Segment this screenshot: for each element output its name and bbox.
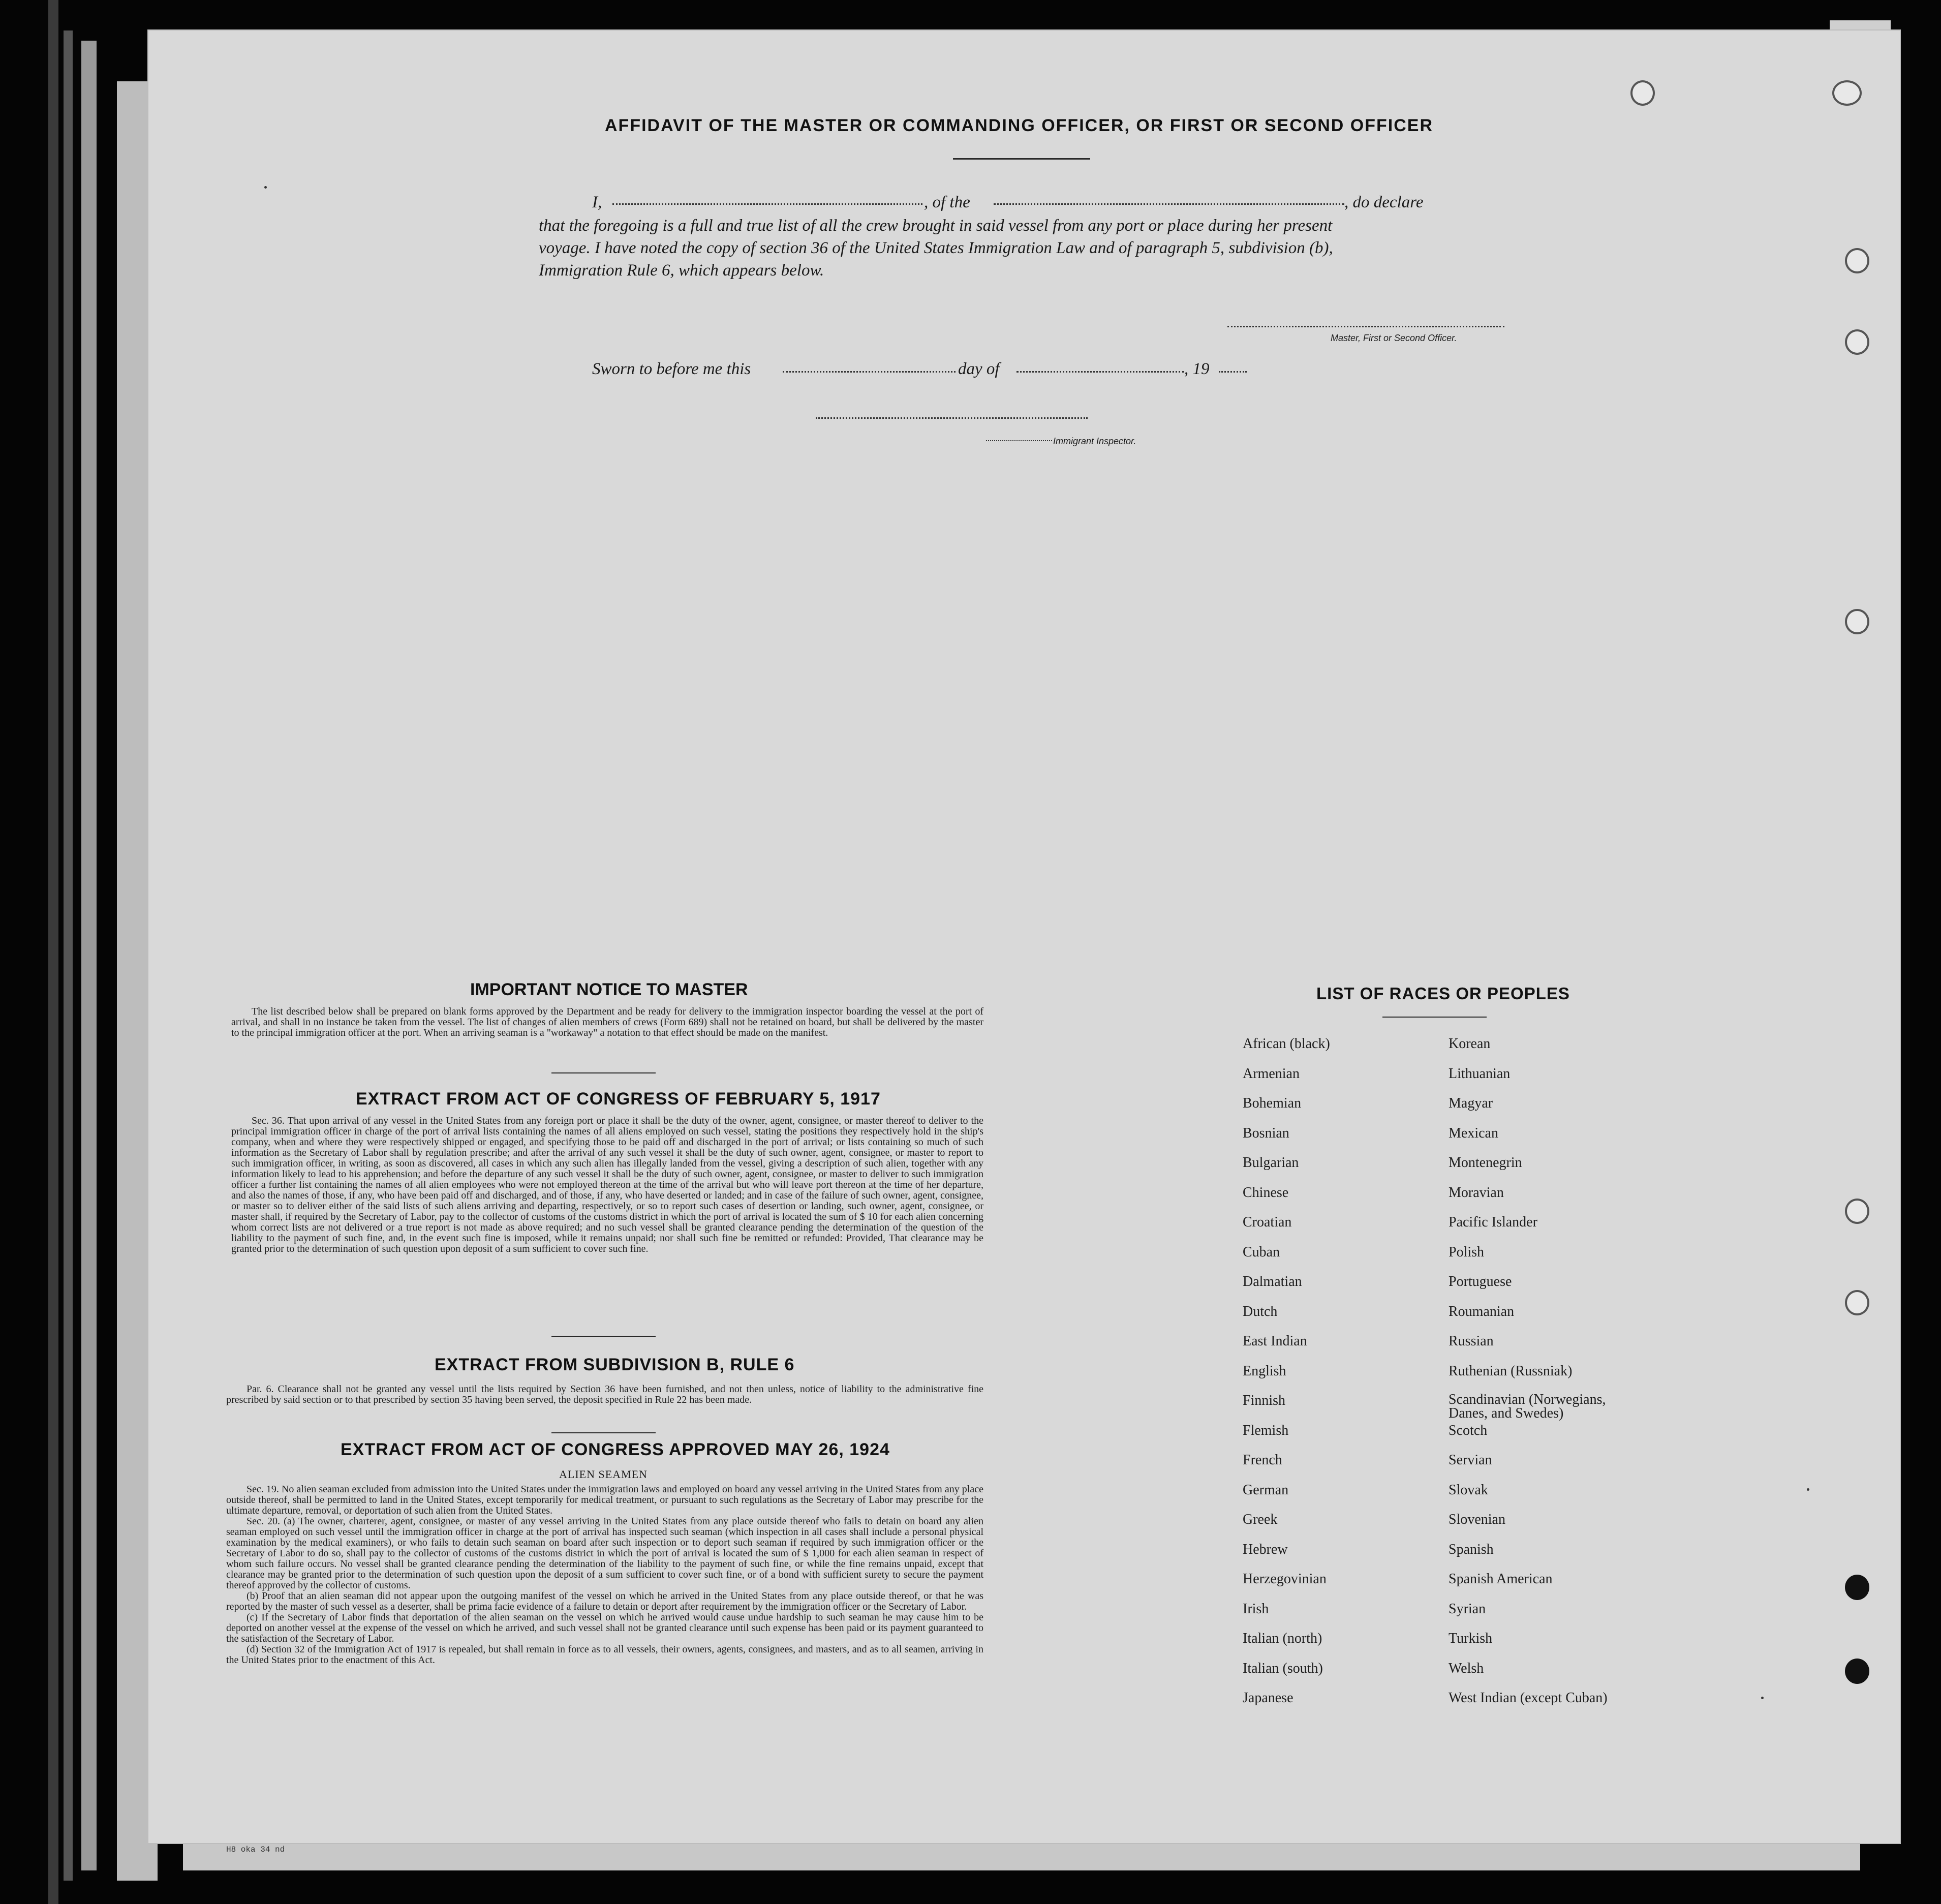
race-item: Cuban <box>1243 1244 1280 1260</box>
sworn-label: Sworn to before me this <box>592 360 751 378</box>
race-item: Lithuanian <box>1449 1065 1511 1082</box>
extract-rule6-text <box>226 1384 983 1405</box>
sworn-year-blank[interactable] <box>1219 371 1247 373</box>
stray-dot <box>1761 1697 1764 1699</box>
races-rule <box>1382 1017 1487 1018</box>
race-item: Flemish <box>1243 1422 1289 1438</box>
form-page <box>147 29 1901 1844</box>
race-item: Spanish American <box>1449 1571 1553 1587</box>
affidavit-declare-label: , do declare <box>1344 193 1424 211</box>
race-item: Welsh <box>1449 1660 1484 1676</box>
race-item: Polish <box>1449 1244 1485 1260</box>
race-item: Bulgarian <box>1243 1155 1299 1171</box>
race-item: Italian (south) <box>1243 1660 1323 1676</box>
affidavit-i-label: I, <box>592 193 602 211</box>
stray-dot <box>264 186 267 189</box>
sec-20c-paragraph: (c) If the Secretary of Labor finds that deportation of the alien seaman on the vessel on which he arrived would cause undue hardship to such seaman he may cause him to be deported on another vessel at the expense of the vessel on which he arrived, and such vessel shall not be granted clearance until such expense has been paid or its payment guaranteed to the satisfaction of the Secretary of Labor. <box>226 1612 983 1644</box>
race-item: Bosnian <box>1243 1125 1289 1141</box>
vessel-blank[interactable] <box>994 203 1344 205</box>
race-item: Pacific Islander <box>1449 1214 1537 1230</box>
signature-caption: Master, First or Second Officer. <box>1331 333 1457 343</box>
races-title: LIST OF RACES OR PEOPLES <box>1316 984 1570 1003</box>
alien-seamen-subtitle: ALIEN SEAMEN <box>559 1468 648 1481</box>
binder-strip <box>81 41 97 1870</box>
affidavit-body-line: voyage. I have noted the copy of section 36 of the United States Immigration Law and of paragraph 5, subdivision (b), <box>539 239 1333 257</box>
race-item: Scandinavian (Norwegians, Danes, and Swedes) <box>1449 1392 1606 1421</box>
inspector-caption: Immigrant Inspector. <box>1053 436 1136 446</box>
race-item: Roumanian <box>1449 1303 1515 1319</box>
signature-blank[interactable] <box>1227 326 1504 327</box>
inspector-prefix-blank <box>986 440 1052 441</box>
race-item: Russian <box>1449 1333 1494 1349</box>
race-item: English <box>1243 1363 1286 1379</box>
race-item: Dutch <box>1243 1303 1278 1319</box>
notice-title: IMPORTANT NOTICE TO MASTER <box>470 980 748 999</box>
race-item: German <box>1243 1482 1289 1498</box>
binder-strip <box>48 0 58 1904</box>
race-item: Servian <box>1449 1452 1492 1468</box>
race-item: Moravian <box>1449 1184 1504 1201</box>
form-code: H8 oka 34 nd <box>226 1845 285 1854</box>
notice-paragraph: The list described below shall be prepared on blank forms approved by the Department and be ready for delivery to the immigration inspector boarding the vessel at the port of arrival, and shall in no instance be taken from the vessel. The list of changes of alien members of crews (Form 689) shall not be retained on board, but shall be delivered by the master to the principal immigration officer at the port. When an arriving seaman is a "workaway" a notation to that effect should be made on the manifest. <box>231 1006 983 1038</box>
extract-1924-title: EXTRACT FROM ACT OF CONGRESS APPROVED MAY 26, 1924 <box>341 1440 890 1459</box>
title-rule <box>953 158 1090 160</box>
race-item: Spanish <box>1449 1541 1494 1557</box>
punch-hole-icon <box>1832 80 1862 106</box>
extract-1917-title: EXTRACT FROM ACT OF CONGRESS OF FEBRUARY 5, 1917 <box>356 1089 881 1109</box>
race-item: Irish <box>1243 1601 1269 1617</box>
race-item: Slovak <box>1449 1482 1488 1498</box>
punch-hole-icon <box>1845 1290 1869 1315</box>
section-rule <box>551 1432 656 1433</box>
sworn-day-blank[interactable] <box>783 371 956 373</box>
punch-hole-icon <box>1845 609 1869 634</box>
affidavit-body-line: Immigration Rule 6, which appears below. <box>539 261 824 280</box>
race-item: Ruthenian (Russniak) <box>1449 1363 1573 1379</box>
section-rule <box>551 1336 656 1337</box>
races-right-column <box>1449 1036 1631 1720</box>
race-item: Herzegovinian <box>1243 1571 1327 1587</box>
section-rule <box>551 1072 656 1073</box>
punch-hole-icon <box>1845 248 1869 273</box>
extract-1924-text <box>226 1484 983 1666</box>
punch-hole-icon <box>1630 80 1655 106</box>
race-item: Korean <box>1449 1036 1491 1052</box>
sec-20a-paragraph: Sec. 20. (a) The owner, charterer, agent, consignee, or master of any vessel arriving in the United States from any place outside thereof who fails to detain on board any alien seaman employed on such vessel until the immigration officer in charge at the port of arrival has inspected such seaman (which inspection in all cases shall include a personal physical examination by the medical examiners), or who fails to detain such seaman on board after such inspection or to deport such seaman if required by such immigration officer or the Secretary of Labor to do so, shall pay to the collector of customs of the customs district in which the port of arrival is located the sum of $ 1,000 for each alien seaman in respect of whom such failure occurs. No vessel shall be granted clearance pending the determination of the liability to the payment of such fine, or while the fine remains unpaid, except that clearance may be granted prior to the determination of such question upon the deposit of a sum sufficient to cover such fine, or of a bond with sufficient surety to secure the payment thereof approved by the collector of customs. <box>226 1516 983 1591</box>
race-item: West Indian (except Cuban) <box>1449 1690 1608 1706</box>
race-item: Portuguese <box>1449 1274 1512 1289</box>
inspector-signature-blank[interactable] <box>816 417 1088 419</box>
par-6-paragraph: Par. 6. Clearance shall not be granted any vessel until the lists required by Section 36 have been furnished, and not then unless, notice of liability to the administrative fine prescribed by said section or to that prescribed by section 35 having been served, the deposit specified in Rule 22 has been made. <box>226 1384 983 1405</box>
race-item: French <box>1243 1452 1282 1468</box>
sworn-month-blank[interactable] <box>1016 371 1184 373</box>
race-item: Scotch <box>1449 1422 1488 1438</box>
extract-rule6-title: EXTRACT FROM SUBDIVISION B, RULE 6 <box>435 1355 795 1374</box>
race-item: Chinese <box>1243 1184 1289 1201</box>
race-item: Slovenian <box>1449 1512 1505 1527</box>
race-item: Syrian <box>1449 1601 1486 1617</box>
punch-hole-icon <box>1845 1575 1869 1600</box>
races-left-column <box>1243 1036 1330 1720</box>
race-item: Italian (north) <box>1243 1631 1322 1646</box>
name-blank[interactable] <box>612 203 922 205</box>
race-item: Finnish <box>1243 1393 1286 1408</box>
race-item: African (black) <box>1243 1036 1330 1052</box>
year-label: , 19 <box>1184 360 1210 378</box>
day-of-label: day of <box>958 360 1000 378</box>
affidavit-body-line: that the foregoing is a full and true list of all the crew brought in said vessel from any port or place during her present <box>539 217 1333 235</box>
sec-19-paragraph: Sec. 19. No alien seaman excluded from admission into the United States under the immigration laws and employed on board any vessel arriving in the United States from any place outside thereof, shall be permitted to land in the United States, except temporarily for medical treatment, or pursuant to such regulations as the Secretary of Labor may prescribe for the ultimate departure, removal, or deportation of such alien from the United States. <box>226 1484 983 1516</box>
race-item: Croatian <box>1243 1214 1292 1230</box>
sec-20d-paragraph: (d) Section 32 of the Immigration Act of 1917 is repealed, but shall remain in force as to all vessels, their owners, agents, consignees, and masters, and as to all seamen, arriving in the United States prior to the enactment of this Act. <box>226 1644 983 1666</box>
race-item: Japanese <box>1243 1690 1293 1706</box>
race-item: Magyar <box>1449 1095 1493 1111</box>
punch-hole-icon <box>1845 1659 1869 1684</box>
binder-strip <box>64 30 73 1881</box>
race-item: Turkish <box>1449 1631 1493 1646</box>
race-item: Hebrew <box>1243 1541 1288 1557</box>
affidavit-of-the-label: , of the <box>924 193 970 211</box>
race-item: Greek <box>1243 1512 1278 1527</box>
affidavit-title: AFFIDAVIT OF THE MASTER OR COMMANDING OFFICER, OR FIRST OR SECOND OFFICER <box>605 116 1433 135</box>
punch-hole-icon <box>1845 1199 1869 1224</box>
race-item: Montenegrin <box>1449 1155 1522 1171</box>
notice-text <box>231 1006 983 1038</box>
sec-36-paragraph: Sec. 36. That upon arrival of any vessel in the United States from any foreign port or place it shall be the duty of the owner, agent, consignee, or master thereof to deliver to the principal immigration officer in charge of the port of arrival lists containing the names of all aliens employed on such vessel, stating the positions they respectively hold in the ship's company, when and where they were respectively shipped or engaged, and specifying those to be paid off and discharged in the port of arrival; or lists containing so much of such information as the Secretary of Labor shall by regulation prescribe; and after the arrival of any such vessel it shall be the duty of such owner, agent, consignee, or master to report to such immigration officer, in writing, as soon as discovered, all cases in which any such alien has illegally landed from the vessel, giving a description of such alien, together with any information likely to lead to his apprehension; and before the departure of any such vessel it shall be the duty of such owner, agent, consignee, or master to deliver to such immigration officer a further list containing the names of all alien employees who were not employed thereon at the time of the arrival but who will leave port thereon at the time of her departure, and also the names of those, if any, who have been paid off and discharged, and of those, if any, who have deserted or landed; and in case of the failure of such owner, agent, consignee, or master so to deliver either of the said lists of such aliens arriving and departing, respectively, or so to report such cases of desertion or landing, such owner, agent, consignee, or master shall, if required by the Secretary of Labor, pay to the collector of customs of the customs district in which the port of arrival is located the sum of $ 10 for each alien concerning whom correct lists are not delivered or a true report is not made as above required; and no such vessel shall be granted clearance pending the determination of the question of the liability to the payment of such fine, and, in the event such fine is imposed, while it remains unpaid; nor shall such fine be remitted or refunded: Provided, That clearance may be granted prior to the determination of such question upon deposit of a sum sufficient to cover such fine. <box>231 1115 983 1254</box>
sec-20b-paragraph: (b) Proof that an alien seaman did not appear upon the outgoing manifest of the vessel on which he arrived in the United States from any place outside thereof, or that he was reported by the master of such vessel as a deserter, shall be prima facie evidence of a failure to detain or deport after requirement by the immigration officer or the Secretary of Labor. <box>226 1590 983 1612</box>
race-item: Dalmatian <box>1243 1274 1302 1289</box>
punch-hole-icon <box>1845 329 1869 355</box>
stray-dot <box>1807 1488 1809 1491</box>
race-item: Bohemian <box>1243 1095 1302 1111</box>
extract-1917-text <box>231 1116 983 1254</box>
race-item: Armenian <box>1243 1065 1300 1082</box>
race-item: East Indian <box>1243 1333 1307 1349</box>
race-item: Mexican <box>1449 1125 1498 1141</box>
